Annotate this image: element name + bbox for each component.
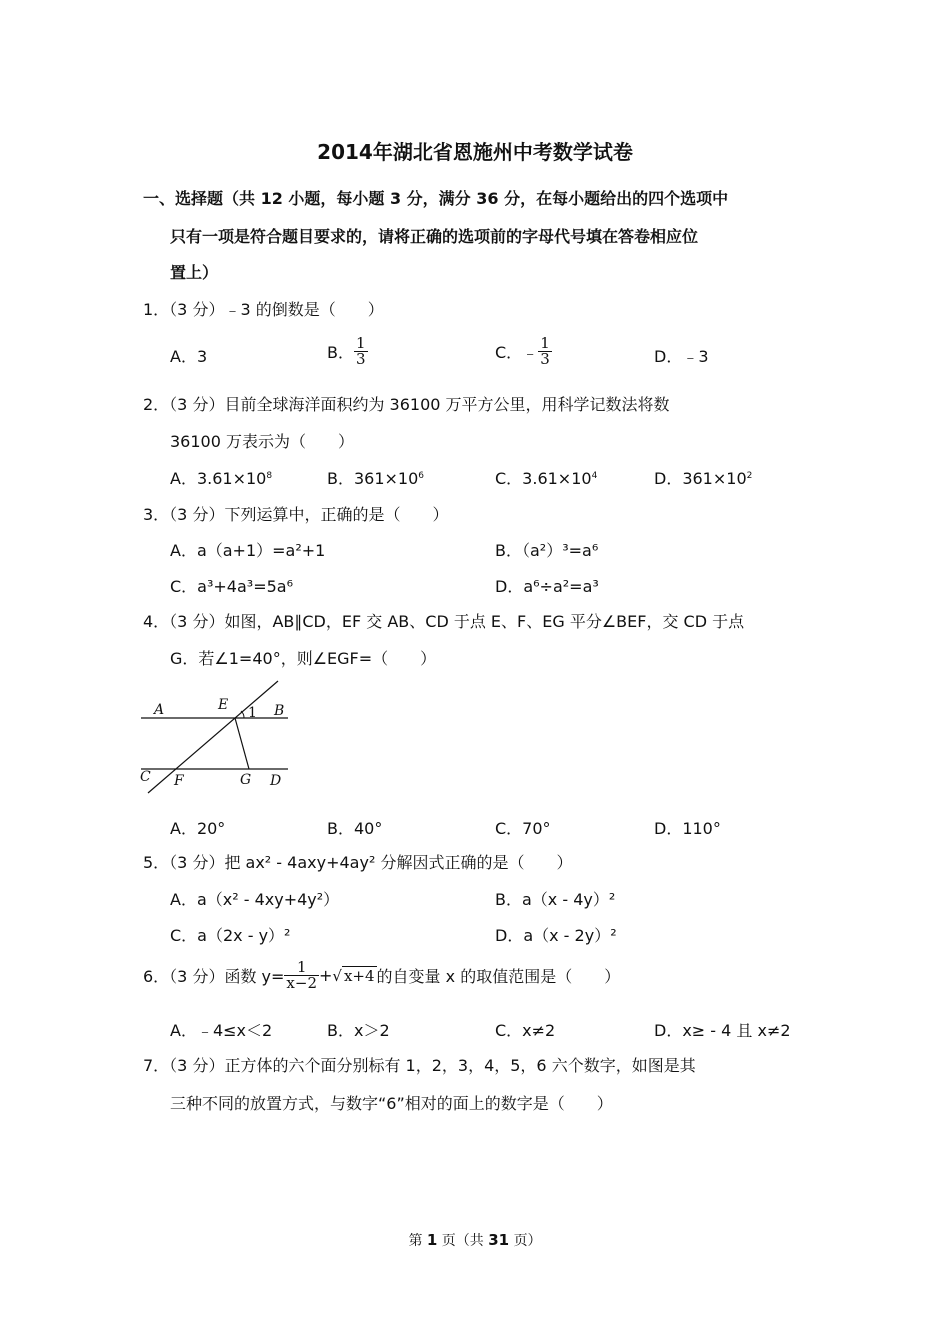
question-5-stem: 5．（3 分）把 ax² - 4axy+4ay² 分解因式正确的是（ ） bbox=[143, 853, 573, 872]
q2-option-a: A．$3.61\times 10^8$ bbox=[170, 469, 273, 488]
question-1-stem: 1．（3 分）﹣3 的倒数是（ ） bbox=[143, 300, 384, 319]
q2-option-d: D．$361\times 10^2$ bbox=[654, 469, 753, 488]
parallel-lines-figure bbox=[138, 678, 298, 798]
q4-option-a: A．20° bbox=[170, 819, 226, 838]
question-2-line2: 36100 万表示为（ ） bbox=[170, 432, 354, 451]
question-2-line1: 2．（3 分）目前全球海洋面积约为 36100 万平方公里，用科学记数法将数 bbox=[143, 395, 670, 414]
q3-option-c: C．a³+4a³=5a⁶ bbox=[170, 577, 294, 596]
q1-option-b: B． $\frac{1}{3}$ bbox=[327, 334, 366, 368]
question-4-line2: G．若∠1=40°，则∠EGF=（ ） bbox=[170, 649, 437, 668]
q6-option-c: C．x≠2 bbox=[495, 1021, 556, 1040]
q6-option-b: B．x＞2 bbox=[327, 1021, 390, 1040]
page-title: 2014年湖北省恩施州中考数学试卷 bbox=[317, 140, 633, 164]
q6-option-a: A．﹣4≤x＜2 bbox=[170, 1021, 273, 1040]
q3-option-b: B．（a²）³=a⁶ bbox=[495, 541, 599, 560]
q5-option-b: B．a（x - 4y）² bbox=[495, 890, 616, 909]
section-heading-line2: 只有一项是符合题目要求的，请将正确的选项前的字母代号填在答卷相应位 bbox=[170, 227, 699, 246]
radical: √ x+4 bbox=[332, 966, 375, 985]
q4-option-c: C．70° bbox=[495, 819, 551, 838]
q5-option-a: A．a（x² - 4xy+4y²） bbox=[170, 890, 340, 909]
q1-option-d: D．﹣3 bbox=[654, 347, 709, 366]
line-ef bbox=[148, 681, 278, 793]
q2-option-c: C．$3.61\times 10^4$ bbox=[495, 469, 598, 488]
label-c: C bbox=[140, 769, 151, 785]
label-d: D bbox=[270, 773, 282, 789]
q3-option-d: D．a⁶÷a²=a³ bbox=[495, 577, 599, 596]
segment-eg bbox=[235, 718, 249, 769]
label-b: B bbox=[274, 703, 285, 719]
question-6-stem: 6．（3 分）函数 y= $\frac{1}{x-2}$ +√ x+4 的自变量 x 的取值范围是（ ） bbox=[143, 958, 621, 992]
q4-option-b: B．40° bbox=[327, 819, 383, 838]
question-4-line1: 4．（3 分）如图，AB∥CD，EF 交 AB、CD 于点 E、F、EG 平分∠BEF，交 CD 于点 bbox=[143, 612, 745, 631]
q5-option-c: C．a（2x - y）² bbox=[170, 926, 291, 945]
label-f: F bbox=[174, 773, 184, 789]
section-heading-line1: 一、选择题（共 12 小题，每小题 3 分，满分 36 分，在每小题给出的四个选项中 bbox=[143, 189, 729, 208]
question-3-stem: 3．（3 分）下列运算中，正确的是（ ） bbox=[143, 505, 449, 524]
q5-option-d: D．a（x - 2y）² bbox=[495, 926, 617, 945]
question-7-line2: 三种不同的放置方式，与数字“6”相对的面上的数字是（ ） bbox=[170, 1094, 613, 1113]
label-angle-1: 1 bbox=[248, 705, 257, 721]
q2-option-b: B．$361\times 10^6$ bbox=[327, 469, 425, 488]
q1-option-c: C．﹣ $\frac{1}{3}$ bbox=[495, 334, 550, 368]
angle-1-arc bbox=[241, 711, 244, 718]
q1-option-a: A．3 bbox=[170, 347, 208, 366]
page-footer: 第 1 页（共 31 页） bbox=[408, 1231, 542, 1249]
question-7-line1: 7．（3 分）正方体的六个面分别标有 1，2，3，4，5，6 六个数字，如图是其 bbox=[143, 1056, 696, 1075]
section-heading-line3: 置上） bbox=[170, 263, 219, 282]
label-a: A bbox=[154, 702, 165, 718]
label-g: G bbox=[240, 772, 252, 788]
q3-option-a: A．a（a+1）=a²+1 bbox=[170, 541, 326, 560]
label-e: E bbox=[218, 697, 229, 713]
q6-option-d: D．x≥ - 4 且 x≠2 bbox=[654, 1021, 791, 1040]
q4-option-d: D．110° bbox=[654, 819, 721, 838]
